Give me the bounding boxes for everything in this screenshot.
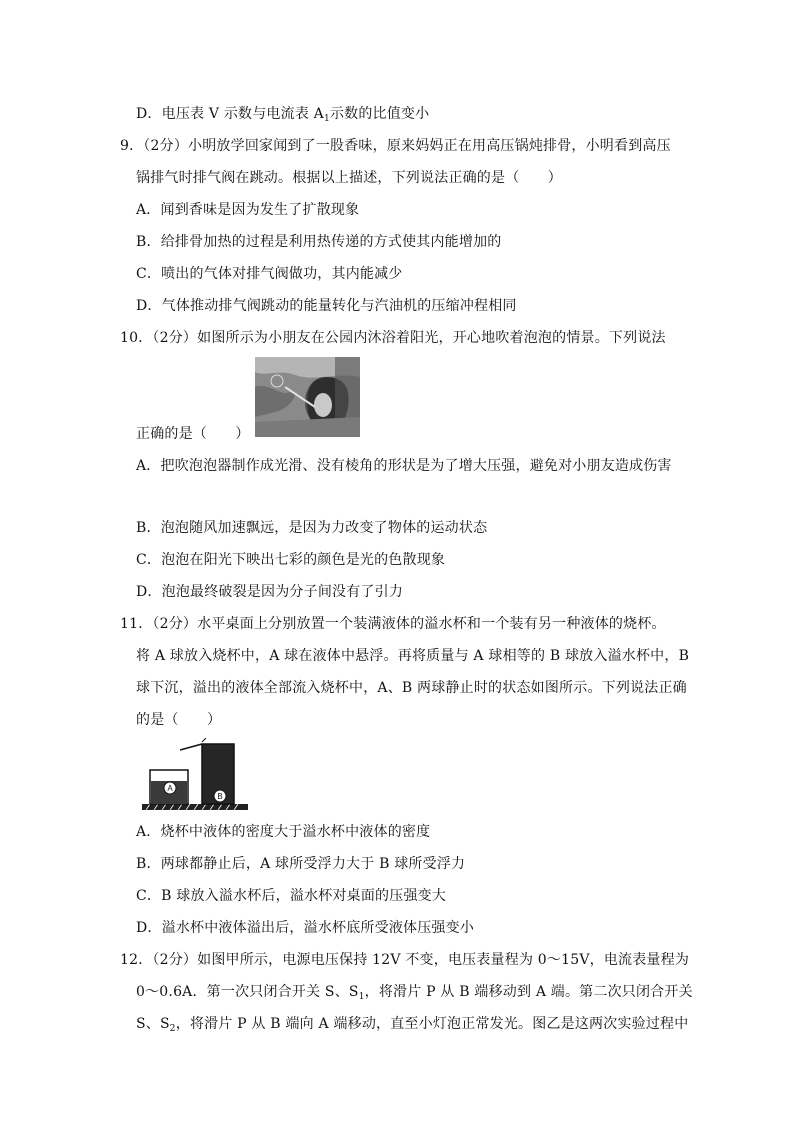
q12-line2-sub: 1	[358, 992, 365, 1002]
q12-stem-line2	[136, 982, 693, 1002]
q11-option-a: A．烧杯中液体的密度大于溢水杯中液体的密度	[136, 824, 431, 840]
q10-option-c: C．泡泡在阳光下映出七彩的颜色是光的色散现象	[136, 552, 446, 568]
q12-line3-text: S、S	[136, 1016, 170, 1032]
q9-option-b: B．给排骨加热的过程是利用热传递的方式使其内能增加的	[136, 234, 502, 250]
q12-line2-text: 0～0.6A．第一次只闭合开关 S、S	[136, 984, 359, 1000]
q8-option-d-text: D．电压表 V 示数与电流表 A	[136, 106, 324, 122]
q11-option-c: C．B 球放入溢水杯后，溢水杯对桌面的压强变大	[136, 888, 447, 904]
q9-stem-line2: 锅排气时排气阀在跳动。根据以上描述，下列说法正确的是（ ）	[136, 170, 562, 186]
q10-option-a: A．把吹泡泡器制作成光滑、没有棱角的形状是为了增大压强，避免对小朋友造成伤害	[136, 458, 672, 474]
bubble-photo-image	[255, 357, 360, 437]
q8-option-d-sub: 1	[324, 114, 330, 124]
q11-option-d: D．溢水杯中液体溢出后，溢水杯底所受液体压强变小	[136, 920, 475, 936]
q8-option-d	[136, 104, 429, 124]
ball-b-label: B	[217, 792, 223, 801]
q11-stem-line3: 球下沉，溢出的液体全部流入烧杯中，A、B 两球静止时的状态如图所示。下列说法正确	[136, 680, 687, 696]
q12-stem-line1: 12．（2分）如图甲所示，电源电压保持 12V 不变，电压表量程为 0～15V，电流表量程为	[120, 952, 690, 968]
cups-figure	[140, 738, 250, 812]
cups-diagram	[140, 738, 250, 812]
bubble-photo	[255, 357, 360, 437]
q10-stem-line1: 10．（2分）如图所示为小朋友在公园内沐浴着阳光，开心地吹着泡泡的情景。下列说法	[120, 330, 666, 346]
q9-option-a: A．闻到香味是因为发生了扩散现象	[136, 202, 360, 218]
q8-option-d-text-2: 示数的比值变小	[329, 106, 430, 122]
q12-line2-text-2: ，将滑片 P 从 B 端移动到 A 端。第二次只闭合开关	[364, 984, 693, 1000]
q10-option-d: D．泡泡最终破裂是因为分子间没有了引力	[136, 584, 404, 600]
q12-line3-sub: 2	[169, 1024, 176, 1034]
q9-stem-line1: 9．（2分）小明放学回家闻到了一股香味，原来妈妈正在用高压锅炖排骨，小明看到高压	[120, 138, 671, 154]
q10-stem-line2: 正确的是（ ）	[136, 426, 250, 442]
q12-line3-text-2: ，将滑片 P 从 B 端向 A 端移动，直至小灯泡正常发光。图乙是这两次实验过程中	[175, 1016, 689, 1032]
q9-option-d: D．气体推动排气阀跳动的能量转化与汽油机的压缩冲程相同	[136, 298, 517, 314]
q11-stem-line4: 的是（ ）	[136, 712, 222, 728]
q11-stem-line1: 11．（2分）水平桌面上分别放置一个装满液体的溢水杯和一个装有另一种液体的烧杯。	[120, 616, 666, 632]
q11-option-b: B．两球都静止后，A 球所受浮力大于 B 球所受浮力	[136, 856, 466, 872]
q9-option-c: C．喷出的气体对排气阀做功，其内能减少	[136, 266, 403, 282]
q10-option-b: B．泡泡随风加速飘远，是因为力改变了物体的运动状态	[136, 520, 488, 536]
q11-stem-line2: 将 A 球放入烧杯中，A 球在液体中悬浮。再将质量与 A 球相等的 B 球放入溢水杯中，B	[136, 648, 690, 664]
ball-a-label: A	[167, 784, 173, 793]
q12-stem-line3	[136, 1014, 688, 1034]
